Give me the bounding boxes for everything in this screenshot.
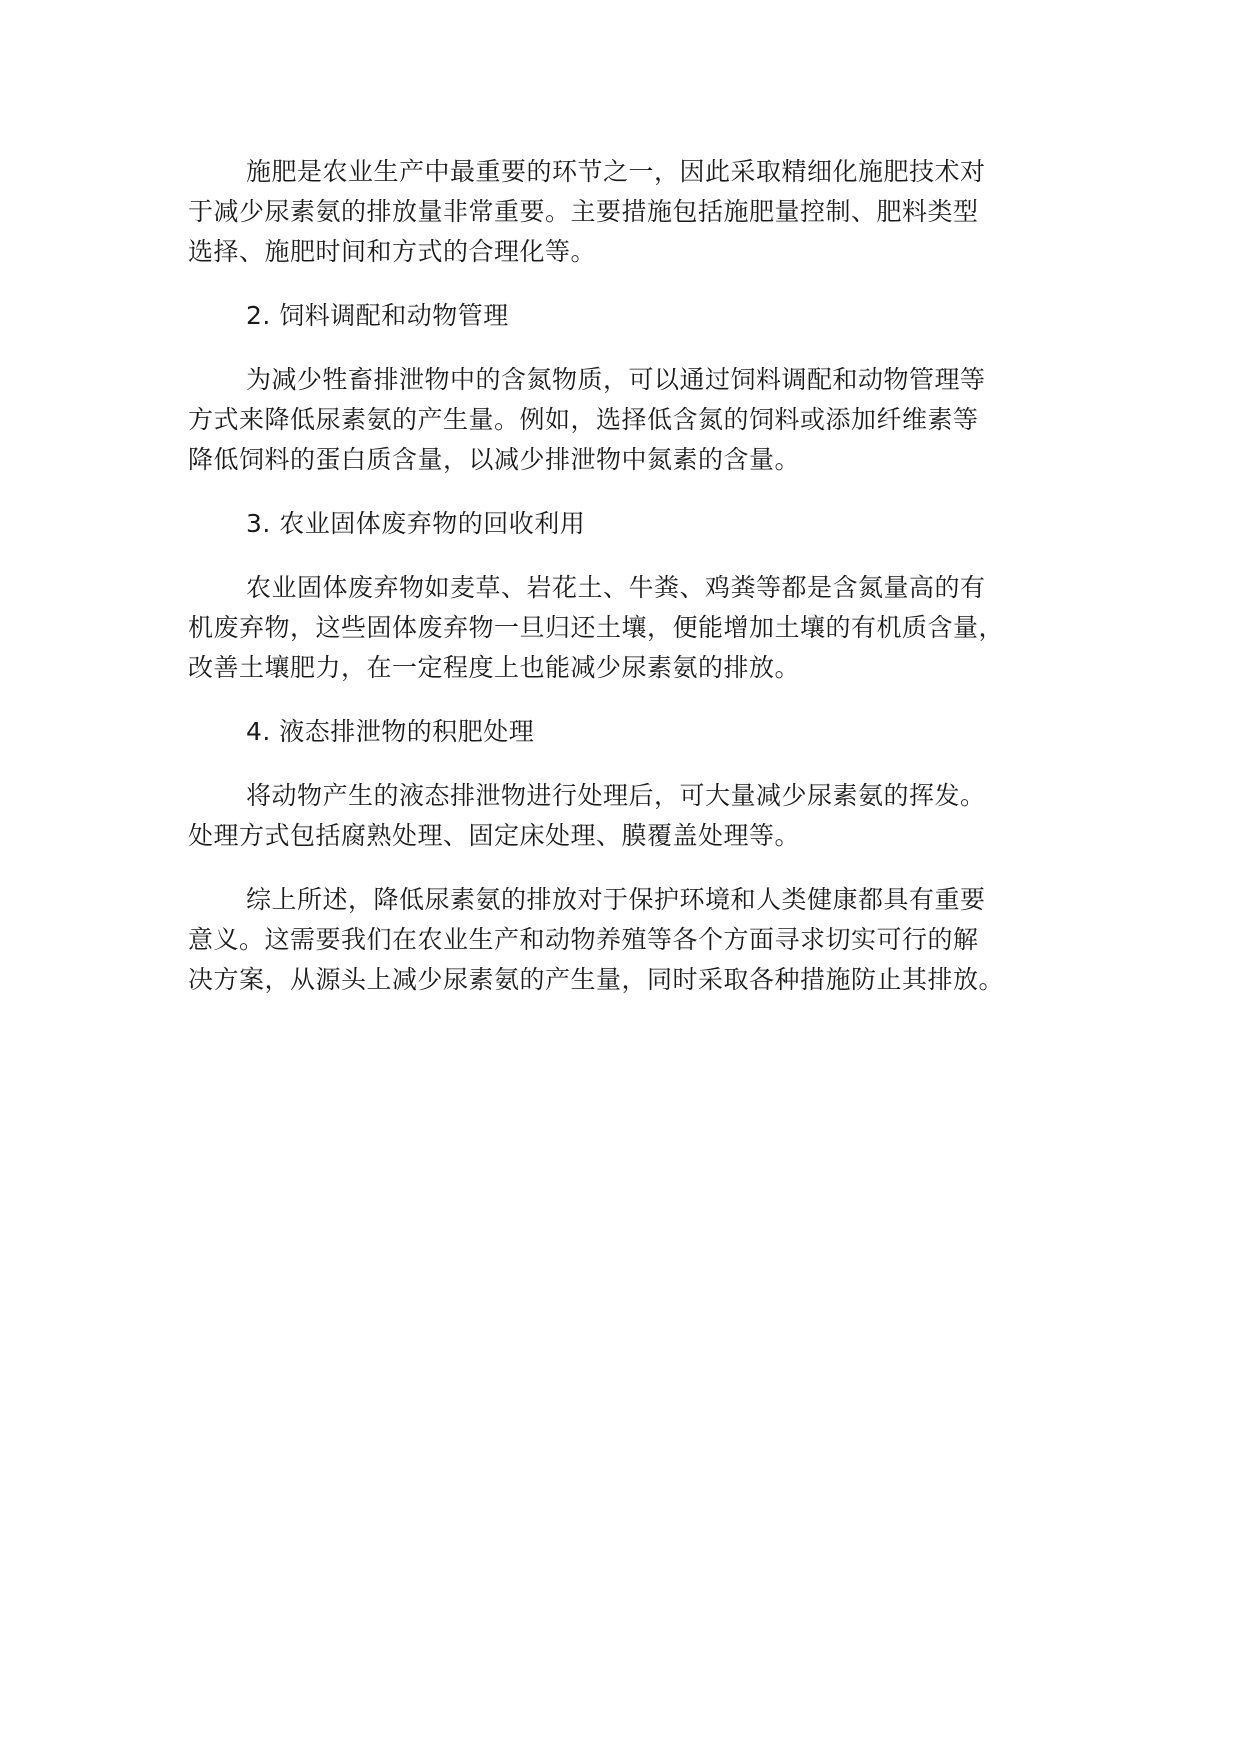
paragraph-line: 选择、施肥时间和方式的合理化等。 [188,237,597,266]
paragraph-line: 意义。这需要我们在农业生产和动物养殖等各个方面寻求切实可行的解 [188,925,979,954]
paragraph-line: 农业固体废弃物如麦草、岩花土、牛粪、鸡粪等都是含氮量高的有 [246,573,986,602]
paragraph-line: 决方案，从源头上减少尿素氨的产生量，同时采取各种措施防止其排放。 [188,965,1005,994]
document-body [188,152,1088,1024]
paragraph-fertilization [188,152,1088,272]
paragraph-line: 于减少尿素氨的排放量非常重要。主要措施包括施肥量控制、肥料类型 [188,197,979,226]
paragraph-line: 降低饲料的蛋白质含量，以减少排泄物中氮素的含量。 [188,445,801,474]
section-heading-feed: 2. 饲料调配和动物管理 [246,301,509,330]
paragraph-line: 将动物产生的液态排泄物进行处理后，可大量减少尿素氨的挥发。 [246,781,986,810]
section-heading-liquid-waste: 4. 液态排泄物的积肥处理 [246,717,535,746]
paragraph-line: 改善土壤肥力，在一定程度上也能减少尿素氨的排放。 [188,653,801,682]
paragraph-line: 处理方式包括腐熟处理、固定床处理、膜覆盖处理等。 [188,821,801,850]
paragraph-line: 为减少牲畜排泄物中的含氮物质，可以通过饲料调配和动物管理等 [246,365,986,394]
paragraph-feed [188,360,1088,480]
paragraph-line: 机废弃物，这些固体废弃物一旦归还土壤，便能增加土壤的有机质含量， [188,613,1005,642]
paragraph-liquid-waste [188,776,1088,856]
paragraph-conclusion [188,880,1088,1000]
paragraph-line: 施肥是农业生产中最重要的环节之一，因此采取精细化施肥技术对 [246,157,986,186]
paragraph-line: 方式来降低尿素氨的产生量。例如，选择低含氮的饲料或添加纤维素等 [188,405,979,434]
paragraph-solid-waste [188,568,1088,688]
section-heading-solid-waste: 3. 农业固体废弃物的回收利用 [246,509,586,538]
paragraph-line: 综上所述，降低尿素氨的排放对于保护环境和人类健康都具有重要 [246,885,986,914]
